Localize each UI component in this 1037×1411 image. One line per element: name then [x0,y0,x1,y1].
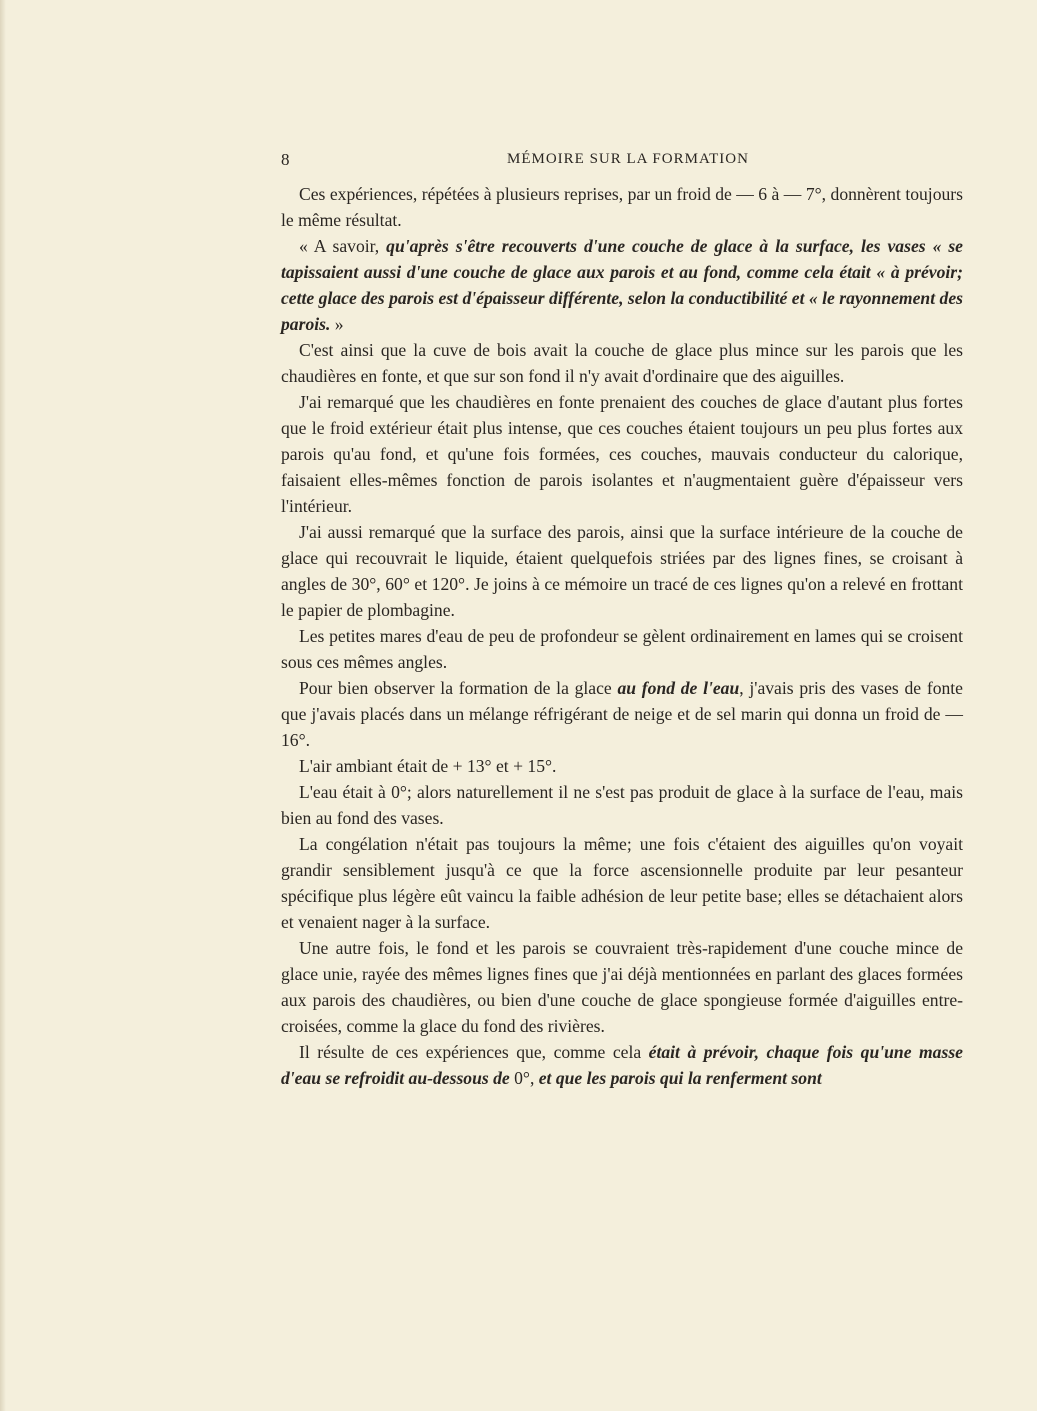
paragraph-6: Les petites mares d'eau de peu de profondeur se gèlent ordinairement en lames qui se croisent sous ces mêmes angles. [281,626,963,672]
paragraph-1: Ces expériences, répétées à plusieurs reprises, par un froid de — 6 à — 7°, donnèrent toujours le même résultat. [281,184,963,230]
paragraph-9: L'eau était à 0°; alors naturellement il ne s'est pas produit de glace à la surface de l'eau, mais bien au fond des vases. [281,782,963,828]
quote-open: « A savoir, [299,236,387,256]
p7-emphasis: au fond de l'eau [617,678,740,698]
paragraph-7 [281,675,963,753]
p7-text-a: Pour bien observer la formation de la glace [299,678,618,698]
paragraph-10: La congélation n'était pas toujours la même; une fois c'étaient des aiguilles qu'on voyait grandir sensiblement jusqu'à ce que la force ascensionnelle produite par leur pesanteur spécifique plus légère eût vaincu la faible adhésion de leur petite base; elles se détachaient alors et venaient nager à la surface. [281,834,963,932]
paragraph-11: Une autre fois, le fond et les parois se couvraient très-rapidement d'une couche mince de glace unie, rayée des mêmes lignes fines que j'ai déjà mentionnées en parlant des glaces formées aux parois des chaudières, ou bien d'une couche de glace spongieuse formée d'aiguilles entre-croisées, comme la glace du fond des rivières. [281,938,963,1036]
quote-italic: qu'après s'être recouverts d'une couche de glace à la surface, les vases « se tapissaient aussi d'une couche de glace aux parois et au fond, comme cela était « à prévoir; cette glace des parois est d'épaisseur différente, selon la conductibilité et « le rayonnement des parois. [281,236,963,334]
p12-emphasis-2: et que les parois qui la renferment sont [538,1068,822,1088]
paragraph-12 [281,1039,963,1091]
body-text [281,181,963,1091]
p12-text-a: Il résulte de ces expériences que, comme cela [299,1042,649,1062]
running-title: MÉMOIRE SUR LA FORMATION [507,151,749,167]
paragraph-4: J'ai remarqué que les chaudières en fonte prenaient des couches de glace d'autant plus fortes que le froid extérieur était plus intense, que ces couches étaient toujours un peu plus fortes aux parois qu'au fond, et qu'une fois formées, ces couches, mauvais conducteur du calorique, faisaient elles-mêmes fonction de parois isolantes et n'augmentaient guère d'épaisseur vers l'intérieur. [281,392,963,516]
p12-emphasis-1: était à prévoir, chaque fois qu'une masse d'eau se refroidit au-dessous de [281,1042,963,1088]
p12-text-b: 0°, [509,1068,539,1088]
paragraph-2-quote [281,233,963,337]
running-head [281,150,963,174]
paragraph-5: J'ai aussi remarqué que la surface des parois, ainsi que la surface intérieure de la couche de glace qui recouvrait le liquide, étaient quelquefois striées par des lignes fines, se croisant à angles de 30°, 60° et 120°. Je joins à ce mémoire un tracé de ces lignes qu'on a relevé en frottant le papier de plombagine. [281,522,963,620]
quote-close: » [330,314,344,334]
paragraph-8: L'air ambiant était de + 13° et + 15°. [299,756,557,776]
page-number: 8 [281,150,290,169]
paragraph-3: C'est ainsi que la cuve de bois avait la couche de glace plus mince sur les parois que les chaudières en fonte, et que sur son fond il n'y avait d'ordinaire que des aiguilles. [281,340,963,386]
p7-text-b: , j'avais pris des vases de fonte que j'avais placés dans un mélange réfrigérant de neige et de sel marin qui donna un froid de — 16°. [281,678,963,750]
page-edge-shadow [0,0,6,1411]
